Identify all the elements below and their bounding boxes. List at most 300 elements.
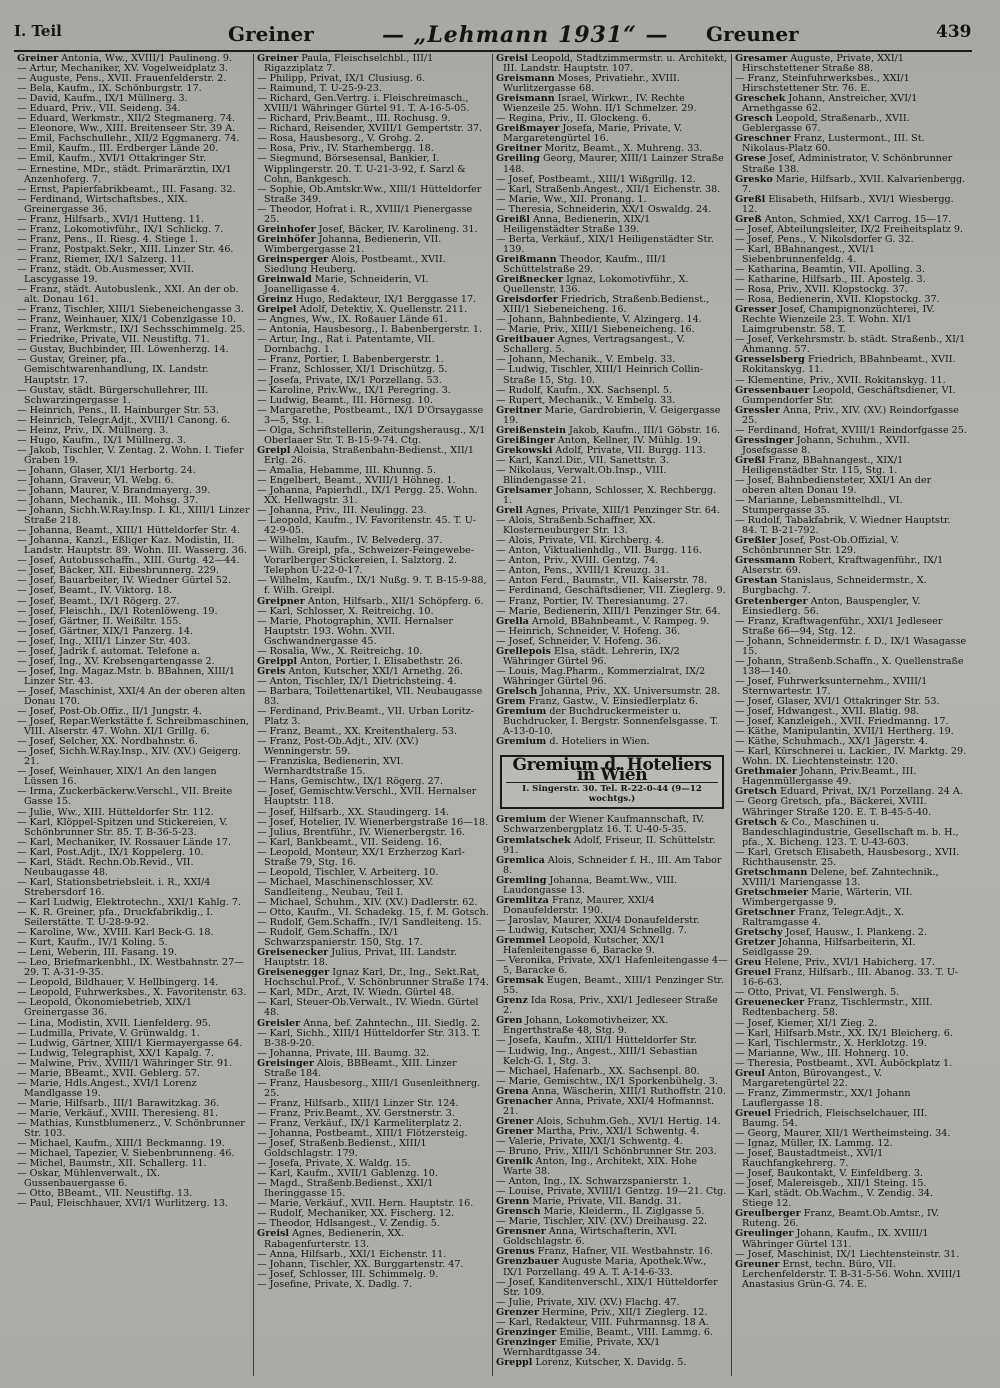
- directory-entry: — Rosa, Priv., IV. Starhembergg. 18.: [257, 143, 434, 155]
- directory-entry: — Emil, Fachschullehr., XII/2 Eggmanerg. 74.: [17, 133, 240, 145]
- directory-entry: — Karl, Straßenb.Angest., XII/1 Eichenstr. 38.: [496, 183, 721, 195]
- directory-entry: — Karoline, Ww., XVIII. Karl Beck-G. 18.: [17, 927, 214, 939]
- directory-entry: Gremium der Wiener Kaufmannschaft, IV. Schwarzenbergplatz 16. T. U-40-5-35.: [496, 814, 705, 836]
- directory-entry: — Josef, Sichh.W.Ray.Insp., XIV. (XV.) Geigerg. 21.: [17, 746, 242, 768]
- directory-entry: — Wilh. Greipl, pfa., Schweizer-Feingewebe-Vorarlberger Stickereien, I. Salztorg. 2. Telephon U-22-0-17.: [257, 545, 475, 577]
- directory-entry: — Ignaz, Müller, IX. Lammg. 12.: [735, 1138, 893, 1150]
- directory-entry: — Leopold, Tischler, V. Arbeiterg. 10.: [257, 866, 439, 878]
- directory-entry: — Ludwig, Telegraphist, XX/1 Kapalg. 7.: [17, 1047, 214, 1059]
- ad-title: Gremium d. Hoteliers in Wien: [512, 755, 712, 786]
- directory-entry: — Josef, Postbeamt., XIII/1 Wißgrillg. 12.: [496, 173, 696, 185]
- directory-entry: Gremlitza Franz, Maurer, XXI/4 Donaufelderstr. 190.: [496, 894, 655, 916]
- directory-entry: — Michael, Maschinenschlosser, XV. Sandleiteng., Neubau, Teil I.: [257, 876, 434, 898]
- directory-entry: — Johanna, Private, III. Baumg. 32.: [257, 1047, 430, 1059]
- directory-entry: Gretsch Eduard, Privat, IX/1 Porzellang. 24 A.: [735, 786, 963, 798]
- directory-entry: — Josef, Bauarbeiter, IV. Wiedner Gürtel 52.: [17, 575, 232, 587]
- directory-entry: — Franz, Riemer, IX/1 Salzerg. 11.: [17, 253, 186, 265]
- directory-entry: — Johann, Bahnbediente, V. Alzingerg. 14.: [496, 314, 702, 326]
- directory-entry: — Karl, Bankbeamt., VII. Seideng. 16.: [257, 836, 443, 848]
- directory-entry: — Rudolf, Gem.Schaffn., IV/1 Sandleiteng. 15.: [257, 917, 482, 929]
- directory-entry: — Ludwig, Beamt., III. Hörnesg. 10.: [257, 394, 433, 406]
- directory-entry: — Franz, Portier, IV. Theresianumg. 27.: [496, 595, 688, 607]
- directory-entry: — Julie, Ww., XIII. Hütteldorfer Str. 112.: [17, 806, 214, 818]
- directory-entry: — Marie, Gemischtw., IX/1 Sporkenbühelg. 3.: [496, 1075, 719, 1087]
- directory-entry: Greßl Franz, BBahnangest., XIX/1 Heiligenstädter Str. 115, Stg. 1.: [735, 454, 904, 476]
- directory-entry: — Gustav, städt. Bürgerschullehrer, III. Schwarzingergasse 1.: [17, 384, 209, 406]
- directory-entry: — Marie, Hdls.Angest., XVI/1 Lorenz Mandlgasse 19.: [17, 1077, 197, 1099]
- directory-entry: Gressmann Robert, Kraftwagenführ., IX/1 Alserstr. 69.: [735, 555, 944, 577]
- directory-entry: — Theresia, Postbeamt., XVI. Auböckplatz 1.: [735, 1057, 953, 1069]
- directory-entry: — Josef, Schneider, V. Hofeng. 36.: [496, 635, 662, 647]
- directory-entry: — Marie, Photographin, XVII. Hernalser Hauptstr. 193. Wohn. XVII. Gschwandnergasse 45.: [257, 615, 453, 647]
- directory-entry: — Josef, Kanzleigeh., XVII. Friedmanng. 17.: [735, 716, 949, 728]
- directory-entry: — Anna, Hilfsarb., XXI/1 Eichenstr. 11.: [257, 1248, 447, 1260]
- directory-entry: — Ferdinand, Hofrat, XVIII/1 Reindorfgasse 25.: [735, 424, 967, 436]
- column-1: [14, 54, 253, 1376]
- directory-entry: — Franz, Pens., II. Riesg. 4. Stiege 1.: [17, 233, 199, 245]
- directory-entry: — Josef, Gärtner, XIX/1 Panzerg. 14.: [17, 625, 194, 637]
- directory-entry: — Josef, Hotelier, IV. Wienerbergstraße 16—18.: [257, 816, 489, 828]
- directory-entry: — Franz, Beamt., XX. Kreitenthalerg. 53.: [257, 726, 458, 738]
- directory-entry: — Michael, Tapezier, V. Siebenbrunneng. 46.: [17, 1148, 235, 1160]
- directory-entry: Greinhofer Josef, Bäcker, IV. Karolineng. 31.: [257, 223, 478, 235]
- directory-entry: Greißenstein Jakob, Kaufm., III/1 Göbstr. 16.: [496, 424, 721, 436]
- directory-entry: Grener Alois, Schuhm.Geh., XVI/1 Hertig. 14.: [496, 1115, 721, 1127]
- directory-entry: — Josef, Kiemer, XI/1 Zieg. 2.: [735, 1017, 878, 1029]
- directory-entry: Grenik Anton, Ing., Architekt, XIX. Hohe Warte 38.: [496, 1156, 697, 1178]
- directory-entry: — Karl, Kürschnerei u. Lackier., IV. Marktg. 29. Wohn. IX. Liechtensteinstr. 120.: [735, 746, 967, 768]
- directory-entry: Gretschmann Delene, bef. Zahntechnik., XVIII/1 Mariengasse 13.: [735, 866, 939, 888]
- directory-entry: — Otto, Privat, VI. Fenslwergh. 5.: [735, 987, 900, 999]
- directory-entry: — Richard, Priv.Beamt., III. Rochusg. 9.: [257, 113, 451, 125]
- directory-entry: — Irma, Zuckerbäckerw.Verschl., VII. Breite Gasse 15.: [17, 786, 233, 808]
- directory-entry: — Franziska, Bedienerin, XVI. Wernhardtstraße 15.: [257, 756, 404, 778]
- directory-entry: Grekowski Adolf, Private, VII. Burgg. 113.: [496, 444, 706, 456]
- directory-entry: Greisl Leopold, Stadtzimmermstr. u. Architekt, III. Landstr. Hauptstr. 107.: [496, 54, 728, 75]
- directory-entry: — Marianne, Lebensmittelhdl., VI. Stumpergasse 35.: [735, 495, 903, 517]
- directory-entry: — Leni, Weberin, III. Fasang. 19.: [17, 947, 178, 959]
- directory-entry: Greiner Paula, Fleischselchbl., III/1 Rigazziplatz 7.: [257, 54, 434, 75]
- directory-entry: — Michael, Hafenarb., XX. Sachsenpl. 80.: [496, 1065, 700, 1077]
- directory-entry: — Josefa, Private, IX/1 Porzellang. 53.: [257, 374, 442, 386]
- directory-entry: Greinsperger Alois, Postbeamt., XVII. Siedlung Heuberg.: [257, 253, 446, 275]
- directory-entry: Gremlica Alois, Schneider f. H., III. Am Tabor 8.: [496, 854, 722, 876]
- directory-entry: — Otto, Kaufm., VI. Schadekg. 15, f. M. Gotsch.: [257, 906, 489, 918]
- directory-entry: — Franz, Hausbesorg., XIII/1 Gusenleithnerg. 25.: [257, 1077, 481, 1099]
- directory-entry: — Angnes, Ww., IX. Roßauer Lände 61.: [257, 314, 448, 326]
- directory-entry: — Theodor, Hofrat i. R., XVIII/1 Pienergasse 25.: [257, 203, 473, 225]
- directory-entry: Greitbauer Agnes, Vertragsangest., V. Schallerg. 5.: [496, 334, 685, 356]
- directory-entry: — Anton, Priv., XVIII. Gentzg. 74.: [496, 555, 659, 567]
- directory-entry: Gresch Leopold, Straßenarb., XVII. Geblergasse 67.: [735, 113, 910, 135]
- directory-entry: — Josef, Post-Ob.Offiz., II/1 Jungstr. 4.: [17, 706, 202, 718]
- directory-entry: — Anton, Ing., IX. Schwarzspanierstr. 1.: [496, 1176, 692, 1188]
- directory-entry: Grenzinger Emilie, Beamt., VIII. Lammg. 6.: [496, 1326, 714, 1338]
- directory-entry: — Bela, Kaufm., IX. Schönburgstr. 17.: [17, 83, 202, 95]
- directory-entry: — Ludmilla, Private, V. Grünwaldg. 1.: [17, 1027, 200, 1039]
- directory-entry: Gresser Josef, Champignonzüchterei, IV. Rechte Wienzeile 23. T. Wohn. XI/1 Laimgrubenstr. 58. T.: [735, 304, 935, 336]
- directory-entry: Greschek Johann, Anstreicher, XVI/1 Arnethgasse 62.: [735, 93, 918, 115]
- directory-entry: Grethmaier Johann, Priv.Beamt., III. Hagenmüllergasse 49.: [735, 766, 917, 788]
- directory-entry: — Eduard, Priv., VII. Seideng. 34.: [17, 103, 181, 115]
- directory-entry: — Otto, BBeamt., VII. Neustiftg. 13.: [17, 1188, 193, 1200]
- directory-entry: — Josef, Abteilungsleiter, IX/2 Freiheitsplatz 9.: [735, 223, 964, 235]
- directory-entry: — Franz, Schlosser, XI/1 Drischützg. 5.: [257, 364, 448, 376]
- directory-entry: Gressler Anna, Priv., XIV. (XV.) Reindorfgasse 25.: [735, 404, 959, 426]
- directory-entry: — Karl, Gretsch Elisabeth, Hausbesorg., XVII. Richthausenstr. 25.: [735, 846, 960, 868]
- directory-entry: — Regina, Priv., II. Glockeng. 6.: [496, 113, 651, 125]
- directory-entry: — Gustav, Greiner, pfa., Gemischtwarenhandlung, IX. Landstr. Hauptstr. 17.: [17, 354, 209, 386]
- directory-entry: Gremmel Leopold, Kutscher, XX/1 Hafenleitengasse 6, Baracke 9.: [496, 934, 666, 957]
- directory-entry: Gressenbauer Leopold, Geschäftsdiener, VI. Gumpendorfer Str.: [735, 384, 956, 406]
- directory-entry: Gressinger Johann, Schuhm., XVII. Josefsgasse 8.: [735, 434, 910, 456]
- directory-entry: — Ferdinand, Priv.Beamt., VII. Urban Loritz-Platz 3.: [257, 706, 474, 728]
- directory-entry: Greipner Anton, Hilfsarb., XII/1 Schöpferg. 6.: [257, 595, 484, 607]
- directory-entry: Greißl Anna, Bedienerin, XIX/1 Heiligenstädter Straße 139.: [496, 213, 651, 235]
- directory-entry: — Josefa, Kaufm., XIII/1 Hütteldorfer Str.: [496, 1035, 698, 1047]
- directory-entry: — Rudolf, Kaufm., XX. Sachsenpl. 5.: [496, 384, 673, 396]
- directory-entry: — Josef, Repar.Werkstätte f. Schreibmaschinen, VIII. Alserstr. 47. Wohn. XI/1 Grillg. 6.: [17, 716, 249, 738]
- directory-entry: — Heinrich, Schneider, V. Hofeng. 36.: [496, 625, 681, 637]
- directory-entry: — Magd., Straßenb.Bedienst., XXI/1 Iheringgasse 15.: [257, 1178, 434, 1200]
- directory-entry: — Käthe, Schuhmach., XX/1 Jägerstr. 4.: [735, 736, 928, 748]
- directory-entry: — Ludwig, Gärtner, XIII/1 Kiermayergasse 64.: [17, 1037, 243, 1049]
- directory-entry: — Marie, Priv., XIII/1 Siebeneicheng. 16.: [496, 324, 695, 336]
- directory-entry: — Theodor, Hdlsangest., V. Zendig. 5.: [257, 1218, 440, 1230]
- directory-entry: — Franz, Kraftwagenführ., XXI/1 Jedleseer Straße 66—94, Stg. 12.: [735, 615, 943, 637]
- directory-entry: — Lina, Modistin, XVII. Lienfelderg. 95.: [17, 1017, 211, 1029]
- directory-entry: — Josef, Hdwangest., XVII. Blatig. 98.: [735, 706, 920, 718]
- directory-entry: — Johann, Mechanik., III. Mohsg. 37.: [17, 495, 199, 507]
- directory-entry: — Richard, Reisender, XVIII/1 Gempertstr. 37.: [257, 123, 483, 135]
- directory-entry: — Julius, Brentführ., IV. Wienerbergstr. 16.: [257, 826, 466, 838]
- directory-entry: Greu Helene, Priv., XVI/1 Habicherg. 17.: [735, 957, 936, 969]
- directory-entry: — Josef, Glaser, XVI/1 Ottakringer Str. 53.: [735, 696, 940, 707]
- directory-entry: — Karl, städt. Ob.Wachm., V. Zendig. 34. Stiege 12.: [735, 1188, 934, 1210]
- directory-entry: — Ludwig, Ing., Angest., XIII/1 Sebastian Kelch-G. 1, Stg. 3.: [496, 1045, 698, 1067]
- directory-entry: Greißmayer Josefa, Marie, Private, V. Margaretengürtel 16.: [496, 123, 683, 145]
- directory-entry: — Johann, Schneidermstr. f. D., IX/1 Wasagasse 15.: [735, 635, 967, 657]
- directory-entry: Greisenecker Julius, Privat, III. Landstr. Hauptstr. 18.: [257, 947, 458, 969]
- directory-entry: — Josef, Straßenb.Bedienst., XIII/1 Goldschlagstr. 179.: [257, 1138, 427, 1160]
- directory-entry: — Karl, Mechaniker, IV. Rossauer Lände 17.: [17, 836, 232, 848]
- directory-entry: Grese Josef, Administrator, V. Schönbrunner Straße 138.: [735, 153, 953, 175]
- directory-entry: — Engelbert, Beamt., XVIII/1 Höhneg. 1.: [257, 474, 456, 486]
- directory-entry: — Franz, Steinfuhrwerksbes., XXI/1 Hirschstettener Str. 76. E.: [735, 73, 910, 95]
- directory-entry: — Josef, Ing., XV. Krebsengartengasse 2.: [17, 655, 215, 667]
- directory-entry: — Anton, Pens., XVIII/1 Kreuzg. 31.: [496, 565, 670, 577]
- directory-entry: Gretschner Franz, Telegr.Adjt., X. Raltramgasse 4.: [735, 906, 905, 929]
- directory-entry: — Franz, Post-Ob.Adjt., XIV. (XV.) Wenningerstr. 59.: [257, 736, 419, 758]
- directory-entry: — Hans, Gemischtw., IX/1 Rögerg. 27.: [257, 776, 443, 788]
- directory-entry: — Raimund, T. U-25-9-23.: [257, 83, 382, 95]
- directory-entry: — Josef, Gemischtw.Verschl., XVII. Hernalser Hauptstr. 118.: [257, 786, 477, 808]
- directory-entry: Greulberger Franz, Beamt.Ob.Amtsr., IV. Ruteng. 26.: [735, 1208, 940, 1230]
- page-number: 439: [936, 22, 972, 42]
- directory-entry: — Kurt, Kaufm., IV/1 Koling. 5.: [17, 937, 168, 949]
- directory-entry: — Emil, Kaufm., XVI/1 Ottakringer Str.: [17, 153, 207, 165]
- directory-entry: — Franz, Weinhauer, XIX/1 Cobenzlgasse 10.: [17, 314, 237, 326]
- directory-entry: Greßler Josef, Post-Ob.Offizial, V. Schönbrunner Str. 129.: [735, 535, 900, 557]
- directory-entry: — Julie, Private, XIV. (XV.) Flachg. 47.: [496, 1296, 680, 1308]
- directory-entry: — Anton, Tischler, IX/1 Dietrichsteing. 4.: [257, 675, 457, 687]
- directory-entry: Greißnecker Ignaz, Lokomotivführ., X. Quellenstr. 136.: [496, 274, 689, 296]
- directory-entry: — Rosa, Priv., XVII. Klopstockg. 37.: [735, 284, 908, 296]
- directory-entry: — Georg Gretsch, pfa., Bäckerei, XVIII. Währinger Straße 120. E. T. B-45-5-40.: [735, 796, 932, 818]
- directory-entry: Greipel Adolf, Detektiv, X. Quellenstr. 211.: [257, 304, 468, 316]
- directory-entry: — Antonia, Hausbesorg., I. Babenbergerstr. 1.: [257, 324, 483, 336]
- directory-entry: — Johanna, Kanzl., Eßliger Kaz. Modistin, II. Landstr. Hauptstr. 89. Wohn. III. Wasserg. 36.: [17, 535, 248, 557]
- directory-entry: Grestan Stanislaus, Schneidermstr., X. Burgbachg. 7.: [735, 575, 927, 597]
- directory-entry: — Franz, Portier, I. Babenbergerstr. 1.: [257, 354, 444, 366]
- directory-entry: — Heinrich, Telegr.Adjt., XVIII/1 Canong. 6.: [17, 414, 231, 426]
- directory-entry: — Johanna, Beamt., XIII/1 Hütteldorfer Str. 4.: [17, 525, 241, 537]
- directory-entry: Grella Arnold, BBahnbeamt., V. Rampeg. 9.: [496, 615, 710, 627]
- directory-entry: — Anton Ferd., Baumstr., VII. Kaiserstr. 78.: [496, 575, 708, 587]
- directory-entry: Greißmann Theodor, Kaufm., III/1 Schüttelstraße 29.: [496, 253, 667, 275]
- directory-entry: Gremlatschek Adolf, Friseur, II. Schüttelstr. 91.: [496, 834, 716, 856]
- directory-entry: — Josefine, Private, X. Dadlg. 7.: [257, 1278, 413, 1290]
- hoteliers-ad-box: [500, 755, 724, 809]
- directory-entry: — Wilhelm, Kaufm., IX/1 Nußg. 9. T. B-15-9-88, f. Wilh. Greipl.: [257, 575, 487, 597]
- directory-entry: Grensch Marie, Kleiderm., II. Ziglgasse 5.: [496, 1206, 705, 1218]
- directory-entry: Gresko Marie, Hilfsarb., XVII. Kalvarienbergg. 7.: [735, 173, 966, 195]
- directory-entry: — Rudolf, Tabakfabrik, V. Wiedner Hauptstr. 84. T. B-21-792.: [735, 515, 951, 537]
- directory-entry: — Theresia, Schneiderin, XX/1 Oswaldg. 24.: [496, 203, 712, 215]
- directory-entry: — Johann, Straßenb.Schaffn., X. Quellenstraße 138—140.: [735, 655, 964, 677]
- directory-entry: Gretschmeier Marie, Wärterin, VII. Wimbergergasse 9.: [735, 886, 913, 908]
- directory-entry: — Josef, Schlosser, III. Schimmelg. 9.: [257, 1268, 439, 1280]
- directory-entry: — Josef, Baukontakt, V. Einfeldberg. 3.: [735, 1168, 924, 1180]
- directory-entry: — Nikolaus, Verwalt.Ob.Insp., VIII. Blindengasse 21.: [496, 464, 667, 486]
- directory-entry: — Josef, Beamt., IV. Viktorg. 18.: [17, 585, 173, 597]
- directory-entry: — Franz, Hilfsarb., XVI/1 Hutteng. 11.: [17, 213, 205, 225]
- directory-entry: — Oskar, Mühlenverwalt., IX. Gussenbauergasse 6.: [17, 1168, 161, 1190]
- directory-entry: — Artur, Ing., Rat i. Patentamte, VII. Dornbachg. 1.: [257, 334, 435, 356]
- directory-entry: — Johanna, Postbeamt., XIII/1 Flötzersteig.: [257, 1128, 468, 1140]
- directory-entry: Gresselsberg Friedrich, BBahnbeamt., XVII. Rokitanskyg. 11.: [735, 354, 956, 376]
- directory-entry: — Malwine, Priv., XVIII/1 Währinger Str. 91.: [17, 1057, 233, 1069]
- directory-entry: — Josef, Jadrik f. automat. Telefone a.: [17, 645, 201, 657]
- directory-entry: Grenus Franz, Hafner, VII. Westbahnstr. 16.: [496, 1246, 714, 1258]
- directory-entry: — Marie, Verkäuf., XVII. Hern. Hauptstr. 16.: [257, 1198, 474, 1210]
- directory-entry: — Josef, Selcher, XX. Nordbahnstr. 6.: [17, 736, 198, 748]
- directory-entry: — Veronika, Private, XX/1 Hafenleitengasse 4—5, Baracke 6.: [496, 955, 728, 977]
- directory-entry: Gremium der Buchdruckermeister u. Buchdrucker, I. Bergstr. Sonnenfelsgasse. T. A-13-0-10.: [496, 706, 719, 738]
- directory-entry: — Franz, städt. Ob.Ausmesser, XVII. Lascygasse 19.: [17, 263, 194, 286]
- directory-entry: Greiner Antonia, Ww., XVIII/1 Paulineng. 9.: [17, 54, 233, 64]
- directory-entry: — Valerie, Private, XXI/1 Schwentg. 4.: [496, 1135, 683, 1147]
- directory-entry: — Berta, Verkäuf., XIX/1 Heiligenstädter Str. 139.: [496, 233, 714, 255]
- directory-entry: — Marianne, Ww., III. Hohnerg. 10.: [735, 1047, 909, 1059]
- directory-entry: — Emil, Kaufm., III. Erdberger Lände 20.: [17, 143, 219, 155]
- directory-entry: Greinhöfer Johanna, Bedienerin, VII. Wimbergergasse 21.: [257, 233, 442, 255]
- directory-entry: Greismann Israel, Wirkwr., IV. Rechte Wienzeile 25. Wohn. II/1 Schmelzer. 29.: [496, 93, 697, 115]
- directory-entry: — Karl, Kanzl.Dir., VII. Sanettstr. 3.: [496, 454, 669, 466]
- directory-entry: — Franz, Werkmstr., IX/1 Sechsschimmelg. 25.: [17, 324, 246, 336]
- directory-entry: — Marie, BBeamt., XVII. Geblerg. 57.: [17, 1067, 200, 1079]
- directory-entry: — Wilhelm, Kaufm., IV. Belvederg. 37.: [257, 535, 443, 547]
- directory-entry: Grenacher Anna, Private, XXI/4 Hofmannst. 21.: [496, 1095, 715, 1117]
- directory-entry: Greulinger Johann, Kaufm., IX. XVIII/1 Währinger Gürtel 131.: [735, 1228, 929, 1250]
- directory-entry: — Rosa, Hausbesorg., V. Grohg. 2.: [257, 133, 424, 145]
- directory-entry: — Ferdinand, Wirtschaftsbes., XIX. Greinergasse 36.: [17, 193, 188, 215]
- directory-entry: — Alois, Private, VII. Kirchberg. 4.: [496, 535, 665, 547]
- directory-entry: Greiling Georg, Maurer, XIII/1 Lainzer Straße 148.: [496, 153, 724, 175]
- directory-entry: Grensner Anna, Wirtschafterin, XVI. Goldschlagstr. 6.: [496, 1226, 678, 1248]
- directory-entry: Greißinger Anton, Kellner, IV. Mühlg. 19.: [496, 434, 701, 446]
- directory-entry: — Marie, Tischler, XIV. (XV.) Dreihausg. 22.: [496, 1216, 708, 1228]
- directory-entry: — Josef, Ing. Magaz.Mstr. b. BBahnen, XIII/1 Linzer Str. 43.: [17, 665, 236, 687]
- directory-entry: — Josef, Bahnbediensteter, XXI/1 An der oberen alten Donau 19.: [735, 474, 932, 497]
- directory-entry: Greuner Ernst, techn. Büro, VII. Lerchenfelderstr. T. B-31-5-56. Wohn. XVIII/1 Anastasius Grün-G. 74. E.: [735, 1258, 962, 1290]
- directory-entry: — Artur, Mechaniker, XV. Vogelweidplatz 3.: [17, 63, 228, 75]
- directory-entry: — Josef, Pens., V. Nikolsdorfer G. 32.: [735, 233, 914, 245]
- directory-entry: Greisenegger Ignaz Karl, Dr., Ing., Sekt.Rat, Hochschul.Prof., V. Schönbrunner Straße 174.: [257, 967, 489, 989]
- column-2: [253, 54, 492, 1376]
- directory-entry: — Karl, Post.Adjt., IX/1 Koppelerg. 10.: [17, 846, 204, 858]
- directory-entry: — Paul, Fleischhauer, XVI/1 Wurlitzerg. 13.: [17, 1198, 229, 1210]
- directory-entry: — Ernst, Papierfabrikbeamt., III. Fasang. 32.: [17, 183, 236, 195]
- directory-entry: — Klementine, Priv., XVII. Rokitanskyg. 11.: [735, 374, 946, 386]
- directory-entry: Greisl Agnes, Bedienerin, XX. Rabagenfurterstr. 13.: [257, 1228, 405, 1250]
- directory-entry: Greul Anton, Bürovangest., V. Margaretengürtel 22.: [735, 1067, 883, 1089]
- directory-entry: Greschner Franz, Lustermont., III. St. Nikolaus-Platz 60.: [735, 133, 925, 155]
- directory-entry: — K. R. Greiner, pfa., Druckfabrikdig., I. Seilerstätte. T. U-28-9-92.: [17, 906, 214, 929]
- directory-entry: — Karl, Städt. Rechn.Ob.Revid., VII. Neubaugasse 48.: [17, 856, 194, 878]
- directory-entry: — Josef, Gärtner, II. Weißiltr. 155.: [17, 615, 182, 627]
- directory-entry: — Josef, Bäcker, XII. Eibesbrunnerg. 229.: [17, 565, 219, 577]
- directory-entry: — Louis, Mag.Pharm., Kommerzialrat, IX/2 Währinger Gürtel 96.: [496, 665, 706, 687]
- directory-entry: — Josef, Autobusschaffn., XIII. Gurtg. 42—44.: [17, 555, 240, 567]
- directory-entry: — Leopold, Ökonomiebetrieb, XIX/1 Greinergasse 36.: [17, 997, 192, 1019]
- directory-entry: — Josef, Beamt., IX/1 Rögerg. 27.: [17, 595, 180, 607]
- directory-entry: — Margarethe, Postbeamt., IX/1 D'Orsaygasse 3—5, Stg. 1.: [257, 404, 484, 426]
- directory-entry: Grener Martha, Priv., XXI/1 Schwentg. 4.: [496, 1125, 700, 1137]
- directory-entry: — Franz, Priv.Beamt., XV. Gerstnerstr. 3.: [257, 1107, 455, 1119]
- left-running-head: Greiner: [228, 22, 314, 46]
- directory-entry: — Josef, Baustadtmeist., XVI/1 Rauchfangkehrerg. 7.: [735, 1148, 884, 1170]
- directory-entry: — Alois, Straßenb.Schaffner, XX. Klosterneuburger Str. 13.: [496, 515, 656, 537]
- directory-entry: — Anton, Viktualienhdlg., VII. Burgg. 116.: [496, 545, 702, 557]
- directory-entry: Grem Franz, Gastw., V. Einsiedlerplatz 6.: [496, 696, 699, 707]
- directory-entry: — Johann, Sichh.W.Ray.Insp. I. Kl., XIII/1 Linzer Straße 218.: [17, 505, 250, 527]
- directory-entry: Greisler Anna, bef. Zahntechn., III. Siedlg. 2.: [257, 1017, 481, 1029]
- column-3: [492, 54, 731, 1376]
- directory-entry: Gren Johann, Lokomotivheizer, XX. Engerthstraße 48, Stg. 9.: [496, 1015, 669, 1037]
- directory-entry: Gresamer Auguste, Private, XXI/1 Hirschstettener Straße 88.: [735, 54, 904, 75]
- directory-entry: — Franz, Hilfsarb., XIII/1 Linzer Str. 124.: [257, 1097, 459, 1109]
- directory-entry: — Katharina, Beamtin, VII. Apolling. 3.: [735, 263, 925, 275]
- directory-entry: Greisinger Alois, BBBeamt., XIII. Linzer Straße 184.: [257, 1057, 457, 1079]
- directory-entry: Grellepois Elsa, städt. Lehrerin, IX/2 Währinger Gürtel 96.: [496, 645, 680, 667]
- directory-entry: — Franz, Zimmermstr., XX/1 Johann Lauflergasse 18.: [735, 1087, 911, 1109]
- directory-entry: — Karl Ludwig, Elektrotechn., XXI/1 Kahlg. 7.: [17, 896, 242, 908]
- directory-entry: Grenzbauer Auguste Maria, Apothek.Ww., IX/1 Porzellang. 49 A. T. A-14-6-33.: [496, 1256, 707, 1278]
- directory-entry: — Auguste, Pens., XVII. Frauenfelderstr. 2.: [17, 73, 227, 85]
- directory-entry: — Karl, MDr., Arzt, IV. Wiedn. Gürtel 48.: [257, 987, 455, 999]
- directory-entry: — Rosalia, Ww., X. Reitreichg. 10.: [257, 645, 423, 657]
- directory-entry: — Karl, Kaufm., XVII/1 Gablenzg. 10.: [257, 1168, 438, 1180]
- directory-entry: — Franz, Tischler, XIII/1 Siebeneichengasse 3.: [17, 304, 244, 316]
- directory-entry: Greippl Anton, Portier, I. Elisabethstr. 26.: [257, 655, 463, 667]
- directory-entry: — Hugo, Kaufm., IX/1 Müllnerg. 3.: [17, 434, 187, 446]
- directory-entry: Grelsamer Johann, Schlosser, X. Rechbergg. 1.: [496, 485, 717, 507]
- directory-entry: Grena Anna, Wäscherin, XIII/1 Ruthoffstr. 210.: [496, 1085, 726, 1097]
- directory-entry: — Heinz, Priv., IX. Müllnerg. 3.: [17, 424, 169, 436]
- directory-entry: — Josefa, Private, X. Waldg. 15.: [257, 1158, 411, 1170]
- directory-entry: — Josef, Weinhauer, XIX/1 An den langen Lüssen 16.: [17, 766, 217, 788]
- directory-entry: Greuel Franz, Hilfsarb., III. Abanog. 33. T. U-16-6-63.: [735, 967, 959, 989]
- directory-entry: — Käthe, Manipulantin, XVII/1 Hertherg. 19.: [735, 726, 954, 738]
- directory-entry: — Amalia, Hebamme, III. Khunng. 5.: [257, 464, 436, 476]
- part-label: I. Teil: [14, 22, 62, 40]
- directory-entry: Greitner Moritz, Beamt., X. Muhreng. 33.: [496, 143, 703, 155]
- directory-entry: Greinwald Marie, Schneiderin, VI. Joanelligasse 4.: [257, 274, 429, 296]
- directory-entry: — Karl, Redakteur, VIII. Fuhrmannsg. 18 A.: [496, 1316, 709, 1328]
- directory-entry: — Johanna, Priv., III. Neulingg. 23.: [257, 505, 427, 517]
- directory-entry: — Ernestine, MDr., städt. Primarärztin, IX/1 Anzenhoferg. 7.: [17, 163, 232, 185]
- directory-entry: — Karl, Steuer-Ob.Verwalt., IV. Wiedn. Gürtel 48.: [257, 997, 479, 1019]
- page-header: [14, 22, 972, 52]
- directory-entry: — Rosa, Bedienerin, XVII. Klopstockg. 37.: [735, 294, 940, 306]
- directory-entry: — Rudolf, Mechaniker, XX. Fischerg. 12.: [257, 1208, 455, 1220]
- directory-entry: — Richard, Gen.Vertrg. i. Fleischreimasch., XVIII/1 Währinger Gürtel 91. T. A-16-5-05.: [257, 93, 470, 115]
- right-running-head: Greuner: [706, 22, 799, 46]
- directory-entry: Greppl Lorenz, Kutscher, X. Davidg. 5.: [496, 1356, 687, 1368]
- directory-entry: Greß Anton, Schmied, XX/1 Carrog. 15—17.: [735, 213, 952, 225]
- directory-entry: Grelsch Johanna, Priv., XX. Universumstr. 28.: [496, 685, 721, 697]
- directory-entry: Gremling Johanna, Beamt.Ww., VIII. Laudongasse 13.: [496, 874, 678, 896]
- directory-entry: — Sophie, Ob.Amtskr.Ww., XIII/1 Hütteldorfer Straße 349.: [257, 183, 482, 205]
- column-4: [731, 54, 970, 1376]
- directory-entry: Gretschy Josef, Hausw., I. Plankeng. 2.: [735, 927, 927, 939]
- directory-entry: Greuenecker Franz, Tischlermstr., XIII. Redtenbacherg. 58.: [735, 997, 933, 1019]
- directory-entry: — Ludwig, Tischler, XIII/1 Heinrich Collin-Straße 15, Stg. 10.: [496, 364, 704, 386]
- directory-entry: — Ferdinand, Geschäftsdiener, VII. Zieglerg. 9.: [496, 585, 726, 597]
- directory-entry: — Jakob, Tischler, V. Zentag. 2. Wohn. I. Tiefer Graben 19.: [17, 444, 244, 466]
- directory-entry: — Bruno, Priv., XIII/1 Schönbrunner Str. 203.: [496, 1145, 717, 1157]
- directory-entry: — Heinrich, Pens., II. Hainburger Str. 53.: [17, 404, 219, 416]
- directory-entry: — Josef, Fuhrwerksunternehm., XVIII/1 Sternwartestr. 17.: [735, 675, 928, 697]
- directory-entry: — Eleonore, Ww., XIII. Breitenseer Str. 39 A.: [17, 123, 236, 135]
- directory-entry: — Josef, Fleischh., IX/1 Rotenlöweng. 19.: [17, 605, 218, 617]
- directory-entry: — Philipp, Privat, IX/1 Clusiusg. 6.: [257, 73, 426, 85]
- directory-entry: — Johanna, Papierhdl., IX/1 Pergg. 25. Wohn. XX. Hellwagstr. 31.: [257, 485, 478, 507]
- directory-entry: Gretzer Johanna, Hilfsarbeiterin, XI. Seidlgasse 29.: [735, 937, 916, 959]
- directory-title: — „Lehmann 1931“ —: [382, 22, 669, 48]
- directory-entry: — Josef, Ing., XIII/1 Linzer Str. 403.: [17, 635, 191, 647]
- directory-entry: — Mathias, Kunstblumenerz., V. Schönbrunner Str. 103.: [17, 1117, 245, 1140]
- directory-entry: — Karl, Stationsbetriebsleit. i. R., XXI/4 Strebersdorf 16.: [17, 876, 211, 898]
- directory-entry: — Karl, Sichh., XIII/1 Hütteldorfer Str. 313. T. B-38-9-20.: [257, 1027, 481, 1049]
- directory-entry: — Johann, Glaser, XI/1 Herbortg. 24.: [17, 464, 196, 476]
- directory-entry: — Gustav, Buchbinder, III. Löwenherzg. 14.: [17, 344, 229, 356]
- directory-entry: Greßl Elisabeth, Hilfsarb., XVI/1 Wiesbergg. 12.: [735, 193, 954, 215]
- directory-entry: — Franz, Lokomotivführ., IX/1 Schlickg. 7.: [17, 223, 224, 235]
- directory-entry: — Johann, Maurer, V. Brandmayerg. 39.: [17, 485, 211, 497]
- directory-entry: — Michael, Schuhm., XIV. (XV.) Dadlerstr. 62.: [257, 896, 478, 908]
- directory-entry: Greisdorfer Friedrich, Straßenb.Bedienst., XIII/1 Siebeneicheng. 16.: [496, 294, 710, 316]
- directory-entry: — Josef, Malereisgeb., XII/1 Steing. 15.: [735, 1178, 927, 1190]
- directory-entry: Gretenberger Anton, Bauspengler, V. Einsiedlerg. 56.: [735, 595, 921, 617]
- directory-entry: Grenz Ida Rosa, Priv., XXI/1 Jedleseer Straße 2.: [496, 995, 718, 1017]
- ad-subtitle: I. Singerstr. 30. Tel. R-22-0-44 (9—12 wochtgs.): [506, 782, 718, 804]
- directory-entry: — Franz, Verkäuf., IX/1 Karmeliterplatz 2.: [257, 1117, 462, 1129]
- directory-entry: — Rudolf, Gem.Schaffn., IX/1 Schwarzspanierstr. 150, Stg. 17.: [257, 927, 423, 949]
- directory-entry: — Olga, Schriftstellerin, Zeitungsherausg., X/1 Oberlaaer Str. T. B-15-9-74. Ctg.: [257, 424, 486, 446]
- directory-entry: — Leopold, Fuhrwerksbes., X. Favoritenstr. 63.: [17, 987, 247, 999]
